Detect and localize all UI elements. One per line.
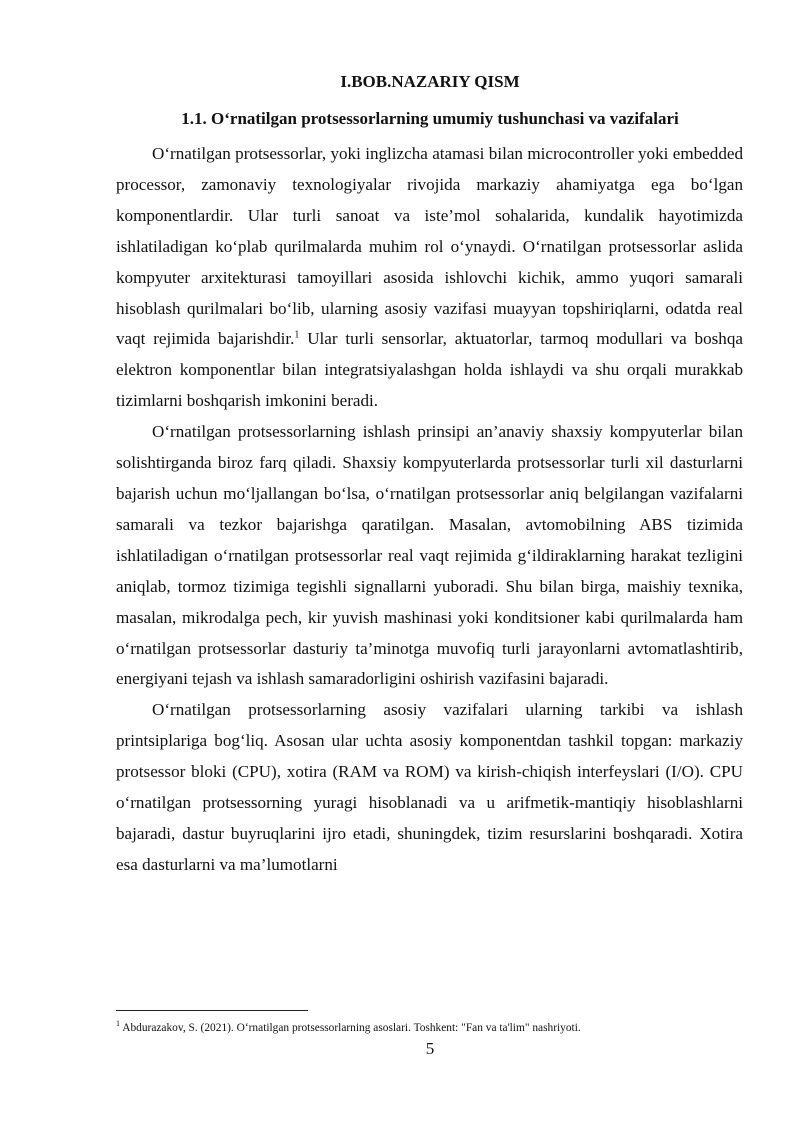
- paragraph-1-text-continued: Ular turli sensorlar, aktuatorlar, tarmoq modullari va boshqa elektron komponentlar bilan integratsiyalashgan holda ishlaydi va shu orqali murakkab tizimlarni boshqarish imkonini beradi.: [116, 329, 743, 411]
- paragraph-1: [116, 139, 743, 417]
- page-number: 5: [425, 1039, 435, 1058]
- footnote-separator: [116, 1010, 308, 1011]
- paragraph-1-text: O‘rnatilgan protsessorlar, yoki inglizcha atamasi bilan microcontroller yoki embedded processor, zamonaviy texnologiyalar rivojida markaziy ahamiyatga ega bo‘lgan komponentlardir. Ular turli sanoat va iste’mol sohalarida, kundalik hayotimizda ishlatiladigan ko‘plab qurilmalarda muhim rol o‘ynaydi. O‘rnatilgan protsessorlar aslida kompyuter arxitekturasi tamoyillari asosida ishlovchi kichik, ammo yuqori samarali hisoblash qurilmalari bo‘lib, ularning asosiy vazifasi muayyan topshiriqlarni, odatda real vaqt rejimida bajarishdir.: [116, 144, 743, 349]
- section-title: 1.1. O‘rnatilgan protsessorlarning umumiy tushunchasi va vazifalari: [181, 109, 679, 128]
- paragraph-3: O‘rnatilgan protsessorlarning asosiy vazifalari ularning tarkibi va ishlash printsiplariga bog‘liq. Asosan ular uchta asosiy komponentdan tashkil topgan: markaziy protsessor bloki (CPU), xotira (RAM va ROM) va kirish-chiqish interfeyslari (I/O). CPU o‘rnatilgan protsessorning yuragi hisoblanadi va u arifmetik-mantiqiy hisoblashlarni bajaradi, dastur buyruqlarini ijro etadi, shuningdek, tizim resurslarini boshqaradi. Xotira esa dasturlarni va ma’lumotlarni: [116, 700, 743, 874]
- footnote: [116, 1021, 756, 1036]
- footnote-text: Abdurazakov, S. (2021). O‘rnatilgan protsessorlarning asoslari. Toshkent: "Fan va ta'lim" nashriyoti.: [120, 1022, 581, 1034]
- body-text: [116, 139, 743, 881]
- paragraph-2: O‘rnatilgan protsessorlarning ishlash prinsipi an’anaviy shaxsiy kompyuterlar bilan solishtirganda biroz farq qiladi. Shaxsiy kompyuterlarda protsessorlar turli xil dasturlarni bajarish uchun mo‘ljallangan bo‘lsa, o‘rnatilgan protsessorlar aniq belgilangan vazifalarni samarali va tezkor bajarishga qaratilgan. Masalan, avtomobilning ABS tizimida ishlatiladigan o‘rnatilgan protsessorlar real vaqt rejimida g‘ildiraklarning harakat tezligini aniqlab, tormoz tizimiga tegishli signallarni yuboradi. Shu bilan birga, maishiy texnika, masalan, mikrodalga pech, kir yuvish mashinasi yoki konditsioner kabi qurilmalarda ham o‘rnatilgan protsessorlar dasturiy ta’minotga muvofiq turli jarayonlarni avtomatlashtirib, energiyani tejash va ishlash samaradorligini oshirish vazifasini bajaradi.: [116, 422, 743, 689]
- footnote-reference: 1: [294, 329, 300, 341]
- footnote-mark: 1: [116, 1019, 120, 1029]
- chapter-title: I.BOB.NAZARIY QISM: [340, 72, 520, 91]
